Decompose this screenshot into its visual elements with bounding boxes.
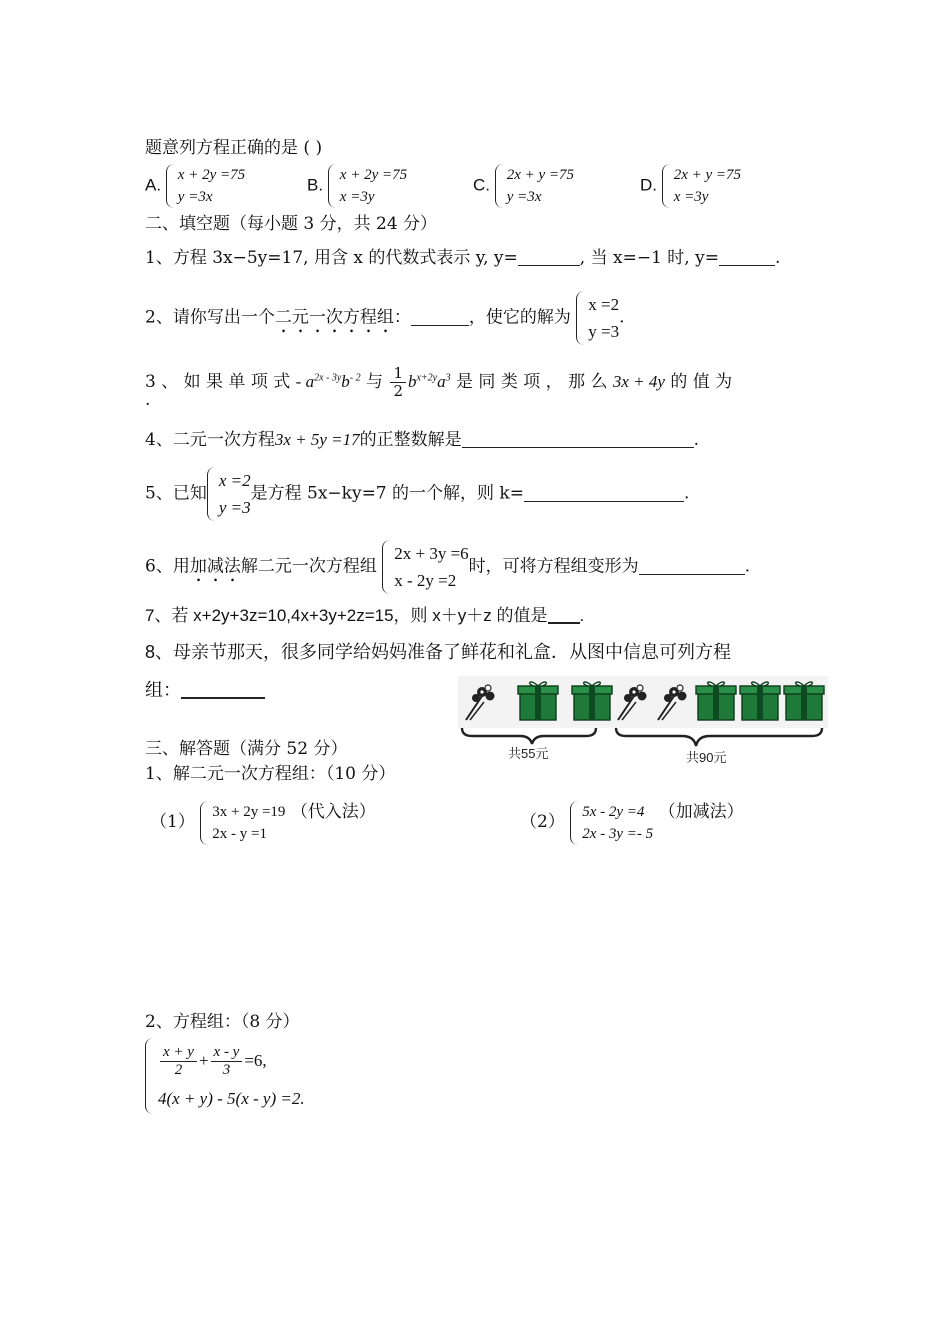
monomial-2: $b^{x+2y}a^3$ (408, 372, 451, 391)
part2-system: 5x - 2y =4 2x - 3y =- 5 (570, 801, 653, 845)
gift-box-icon (696, 682, 736, 720)
fill-q1: 1、方程 3x−5y=17, 用含 x 的代数式表示 y, y= , 当 x=−1 时, y= . (145, 248, 781, 268)
solution-system: x =2 y =3 (576, 291, 619, 345)
flowers-and-gifts-figure (458, 676, 828, 768)
answer-blank[interactable] (181, 679, 265, 699)
choice-d-system: 2x + y =75 x =3y (662, 164, 741, 208)
gift-box-icon (572, 682, 612, 720)
solve-q1-part2: （2） 5x - 2y =4 2x - 3y =- 5 （加减法） (520, 800, 744, 845)
answer-blank[interactable] (524, 483, 684, 502)
choice-d: D. 2x + y =75 x =3y (640, 164, 741, 208)
solve-q2-title: 2、方程组：（8 分） (145, 1012, 300, 1032)
equation-system: 2x + 3y =6 x - 2y =2 (382, 540, 468, 594)
gift-box-icon (518, 682, 558, 720)
fill-q4: 4、二元一次方程3x + 5y =17的正整数解是 . (145, 430, 700, 450)
fill-q7: 7、若 x+2y+3z=10,4x+3y+2z=15，则 x＋y＋z 的值是 . (145, 606, 585, 625)
fill-q6: 6、用加减法解二元一次方程组 2x + 3y =6 x - 2y =2 时，可将方程组变形为 . (145, 540, 750, 594)
solve-q1-part1: （1） 3x + 2y =19 2x - y =1 （代入法） (150, 800, 376, 845)
monomial-1: - $a^{2x - 3y}b^{- 2}$ (295, 372, 361, 391)
fill-q8-line2: 组： (145, 678, 265, 702)
answer-blank[interactable] (639, 556, 745, 575)
label-left: 共55元 (508, 746, 549, 761)
answer-blank[interactable] (411, 307, 469, 326)
section-2-title: 二、填空题（每小题 3 分，共 24 分） (145, 214, 438, 234)
brace-right (616, 728, 822, 746)
label-right: 共90元 (686, 750, 727, 765)
choice-c-system: 2x + y =75 y =3x (495, 164, 574, 208)
gift-box-icon (740, 682, 780, 720)
solve-q1-title: 1、解二元一次方程组：（10 分） (145, 764, 396, 784)
fill-q2: 2、请你写出一个二元一次方程组： ，使它的解为 x =2 y =3 . (145, 291, 624, 345)
part1-system: 3x + 2y =19 2x - y =1 (200, 801, 285, 845)
fraction-half: $\frac{1}{2}$ (390, 365, 406, 400)
fill-q3: 3 、 如 果 单 项 式 - $a^{2x - 3y}b^{- 2}$ 与 $\frac{1}{2}$ $b^{x+2y}a^3$ 是 同 类 项 ， 那 么 3x + 4y 的 值 为 (145, 364, 733, 400)
choice-c: C. 2x + y =75 y =3x (473, 164, 574, 208)
answer-blank[interactable] (518, 247, 580, 266)
gift-box-icon (784, 682, 824, 720)
fill-q8-line1: 8、母亲节那天，很多同学给妈妈准备了鲜花和礼盒．从图中信息可列方程 (145, 642, 732, 662)
question-continuation: 题意列方程正确的是 ( ) (145, 138, 323, 158)
choice-a-system: x + 2y =75 y =3x (166, 164, 245, 208)
given-solution-system: x =2 y =3 (207, 467, 251, 521)
fill-q3-end: . (145, 390, 151, 410)
answer-blank[interactable] (719, 247, 775, 266)
answer-blank[interactable] (548, 604, 580, 624)
fill-q5: 5、已知 x =2 y =3 是方程 5x−ky=7 的一个解，则 k= . (145, 467, 689, 521)
brace-left (462, 728, 596, 744)
solve-q2-system: $\frac{x + y}{2}$ + $\frac{x - y}{3}$ =6, 4(x + y) - 5(x - y) =2. (145, 1038, 305, 1114)
choice-a: A. x + 2y =75 y =3x (145, 164, 245, 208)
choice-b: B. x + 2y =75 x =3y (307, 164, 407, 208)
section-3-title: 三、解答题（满分 52 分） (145, 739, 348, 759)
choice-b-system: x + 2y =75 x =3y (328, 164, 407, 208)
answer-blank[interactable] (462, 429, 694, 448)
